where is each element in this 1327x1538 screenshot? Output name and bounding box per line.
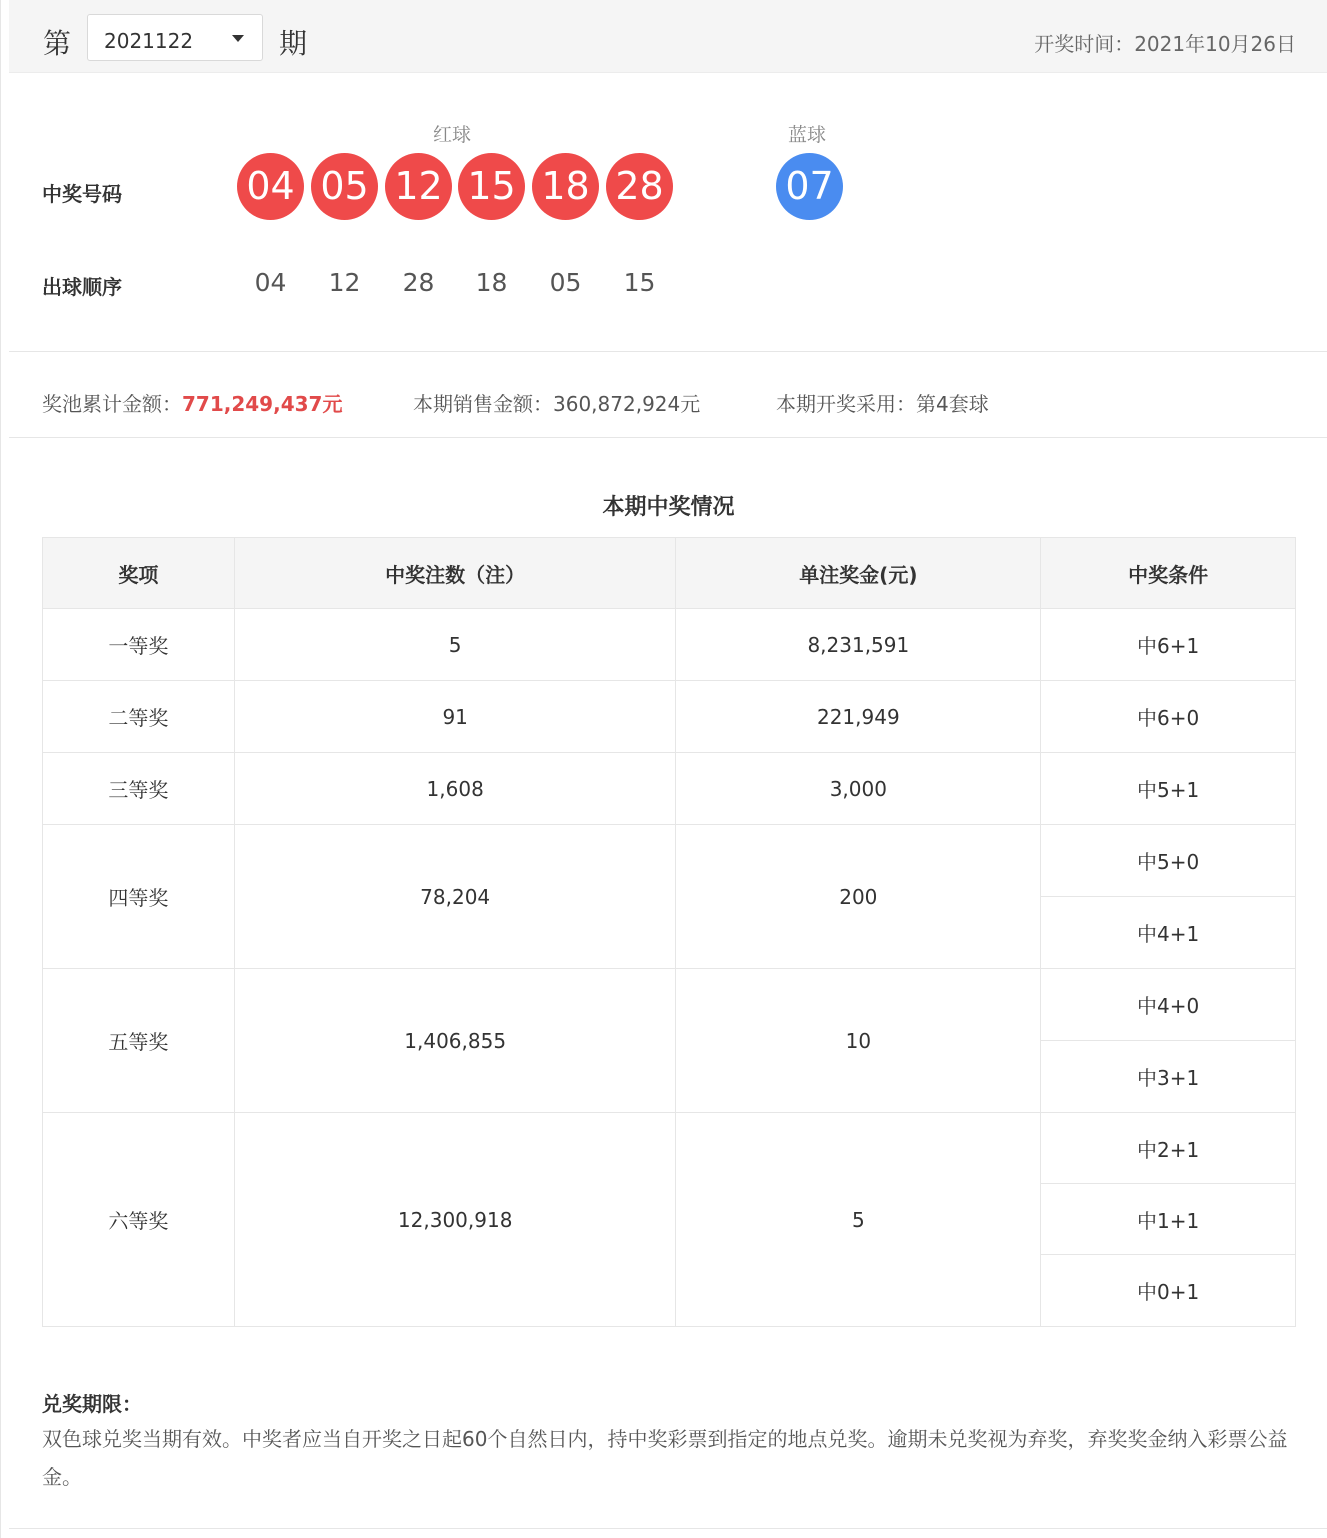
column-header: 中奖条件 [1128,562,1209,587]
table-row [43,609,1295,681]
prize-conditions [1041,1113,1295,1326]
prize-amount: 5 [676,1113,1041,1326]
divider [9,1528,1327,1529]
table-row [43,825,1295,969]
prize-level: 四等奖 [43,825,235,968]
red-ball: 28 [606,153,673,220]
pool-total-value: 771,249,437元 [182,392,343,416]
issue-select[interactable] [87,14,263,61]
prize-condition: 中5+1 [1136,778,1200,802]
prize-condition: 中6+0 [1136,706,1200,730]
draw-order-number: 05 [549,268,582,297]
prize-amount: 10 [676,969,1041,1112]
prize-conditions [1041,969,1295,1112]
prize-conditions [1041,609,1295,680]
blue-ball-label: 蓝球 [788,124,827,146]
pool-total-label: 奖池累计金额： [42,392,182,416]
claim-deadline-text: 双色球兑奖当期有效。中奖者应当自开奖之日起60个自然日内，持中奖彩票到指定的地点兑奖。逾期未兑奖视为弃奖，弃奖奖金纳入彩票公益金。 [42,1427,1288,1489]
table-header-row [43,538,1295,609]
prize-condition: 中5+0 [1041,826,1295,897]
draw-order-number: 28 [402,268,435,297]
winning-numbers-section [9,74,1327,352]
table-row [43,1113,1295,1326]
red-ball: 12 [385,153,452,220]
ball-set-value: 第4套球 [916,392,989,416]
table-row [43,969,1295,1113]
prize-level: 六等奖 [43,1113,235,1326]
prize-condition: 中0+1 [1136,1280,1200,1304]
winner-count: 91 [235,681,677,752]
prize-condition: 中3+1 [1136,1065,1200,1090]
sales-total-label: 本期销售金额： [413,392,553,416]
draw-order-number: 12 [328,268,361,297]
draw-order-number: 18 [475,268,508,297]
prize-level: 二等奖 [43,681,235,752]
sales-total-value: 360,872,924元 [553,392,701,416]
prize-amount: 3,000 [676,753,1041,824]
blue-ball: 07 [776,153,843,220]
ball-set [776,388,989,417]
prize-amount: 8,231,591 [676,609,1041,680]
issue-select-value: 2021122 [104,29,194,53]
winner-count: 12,300,918 [235,1113,677,1326]
claim-deadline-title: 兑奖期限： [42,1392,142,1416]
column-header: 中奖注数（注） [235,538,677,608]
winning-numbers-label: 中奖号码 [42,182,122,206]
red-ball-label: 红球 [433,124,472,146]
prize-table [42,537,1296,1327]
prize-conditions [1041,753,1295,824]
prize-level: 三等奖 [43,753,235,824]
draw-date: 开奖时间：2021年10月26日 [1034,32,1296,56]
red-ball: 18 [532,153,599,220]
red-ball: 15 [458,153,525,220]
prize-condition: 中1+1 [1041,1184,1295,1255]
issue-suffix: 期 [279,27,308,60]
ball-set-label: 本期开奖采用： [776,392,916,416]
draw-order-number: 04 [254,268,287,297]
winner-count: 78,204 [235,825,677,968]
prize-amount: 200 [676,825,1041,968]
prize-condition: 中2+1 [1041,1113,1295,1184]
prize-condition: 中6+1 [1136,634,1200,658]
table-row [43,681,1295,753]
red-ball: 04 [237,153,304,220]
draw-order-number: 15 [623,268,656,297]
winner-count: 1,608 [235,753,677,824]
winner-count: 5 [235,609,677,680]
prize-table-title: 本期中奖情况 [602,495,735,520]
pool-total [42,388,342,417]
winner-count: 1,406,855 [235,969,677,1112]
red-ball: 05 [311,153,378,220]
caret-down-icon [232,35,244,42]
prize-condition: 中4+1 [1136,921,1200,946]
sales-total [413,388,700,417]
prize-level: 一等奖 [43,609,235,680]
prize-level: 五等奖 [43,969,235,1112]
draw-order-label: 出球顺序 [42,275,122,299]
pool-info-bar [9,353,1327,438]
prize-conditions [1041,681,1295,752]
issue-prefix: 第 [43,27,72,60]
issue-header [9,0,1327,73]
table-row [43,753,1295,825]
column-header: 单注奖金(元) [676,538,1041,608]
column-header: 奖项 [43,538,235,608]
prize-amount: 221,949 [676,681,1041,752]
prize-conditions [1041,825,1295,968]
prize-condition: 中4+0 [1041,970,1295,1041]
